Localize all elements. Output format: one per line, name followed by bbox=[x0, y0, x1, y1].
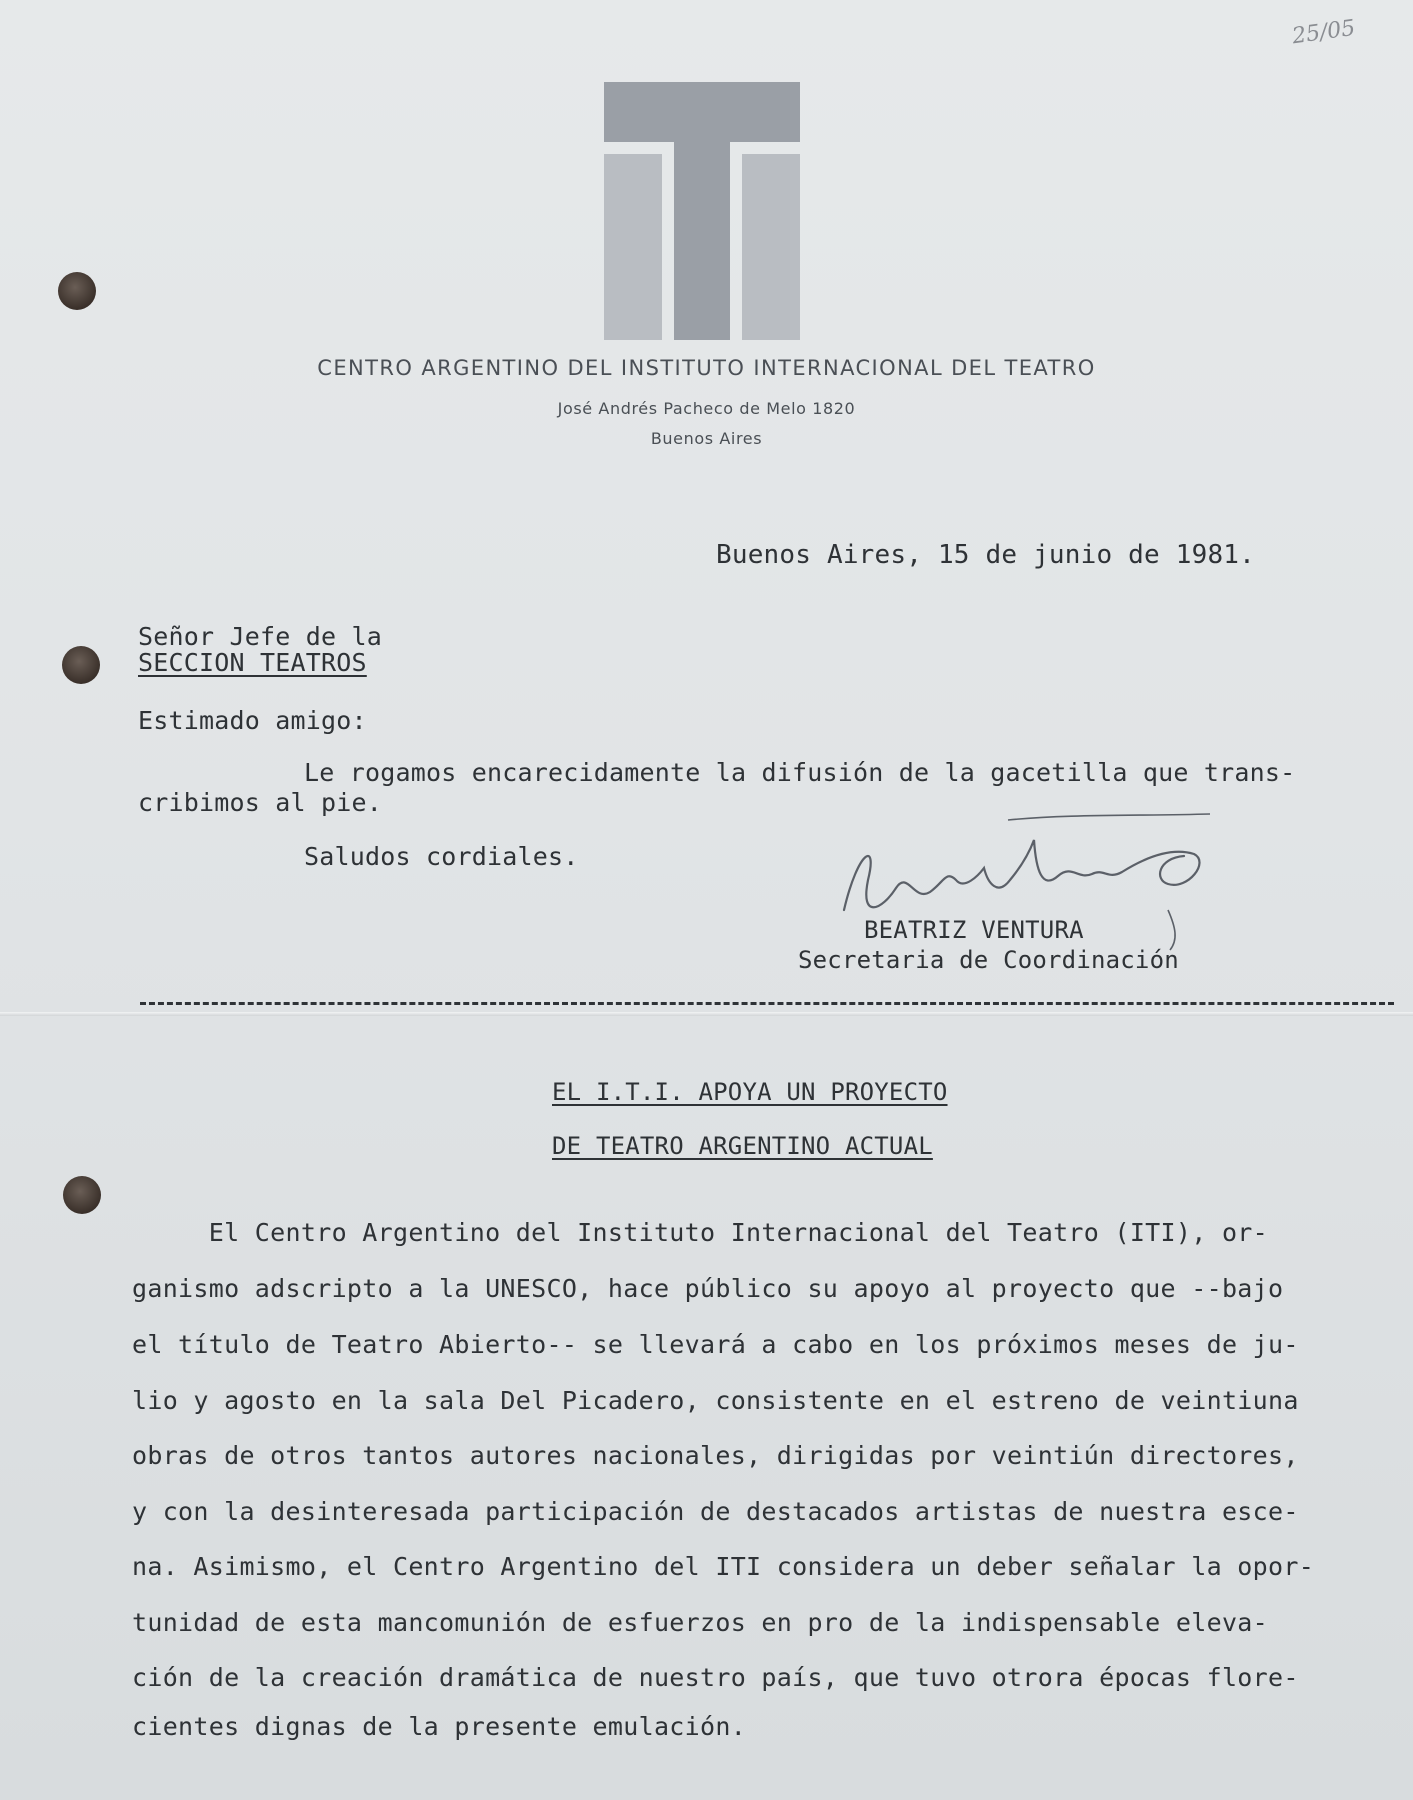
press-release-title-line2: DE TEATRO ARGENTINO ACTUAL bbox=[552, 1132, 933, 1160]
letterhead-city: Buenos Aires bbox=[650, 429, 763, 448]
press-release-line: ganismo adscripto a la UNESCO, hace público su apoyo al proyecto que --bajo bbox=[132, 1274, 1284, 1303]
paper-fold bbox=[0, 1012, 1413, 1016]
letter-body-line2: cribimos al pie. bbox=[138, 788, 383, 817]
iti-logo bbox=[604, 82, 800, 340]
press-release-title-line1: EL I.T.I. APOYA UN PROYECTO bbox=[552, 1078, 948, 1106]
letter-body-line1: Le rogamos encarecidamente la difusión de la gacetilla que trans- bbox=[304, 758, 1296, 787]
recipient-line2: SECCION TEATROS bbox=[138, 648, 367, 677]
punch-hole-bottom bbox=[63, 1176, 101, 1214]
letterhead-organization: CENTRO ARGENTINO DEL INSTITUTO INTERNACIONAL DEL TEATRO bbox=[317, 356, 1096, 380]
signer-title: Secretaria de Coordinación bbox=[798, 946, 1179, 974]
press-release-line: cientes dignas de la presente emulación. bbox=[132, 1712, 747, 1741]
salutation: Estimado amigo: bbox=[138, 706, 367, 735]
letterhead-address: José Andrés Pacheco de Melo 1820 bbox=[557, 399, 856, 418]
press-release-line: tunidad de esta mancomunión de esfuerzos en pro de la indispensable eleva- bbox=[132, 1608, 1268, 1637]
closing: Saludos cordiales. bbox=[304, 842, 579, 871]
press-release-line: el título de Teatro Abierto-- se llevará a cabo en los próximos meses de ju- bbox=[132, 1330, 1299, 1359]
corner-note: 25/05 bbox=[1290, 15, 1357, 50]
punch-hole-middle bbox=[62, 646, 100, 684]
press-release-line: y con la desinteresada participación de destacados artistas de nuestra esce- bbox=[132, 1497, 1299, 1526]
press-release-line: obras de otros tantos autores nacionales, dirigidas por veintiún directores, bbox=[132, 1441, 1299, 1470]
recipient-line1: Señor Jefe de la bbox=[138, 622, 383, 651]
press-release-line: El Centro Argentino del Instituto Internacional del Teatro (ITI), or- bbox=[132, 1218, 1268, 1247]
separator-line bbox=[140, 1002, 1394, 1005]
press-release-line: na. Asimismo, el Centro Argentino del ITI considera un deber señalar la opor- bbox=[132, 1552, 1315, 1581]
punch-hole-top bbox=[58, 272, 96, 310]
signer-name: BEATRIZ VENTURA bbox=[864, 916, 1084, 944]
letter-date: Buenos Aires, 15 de junio de 1981. bbox=[716, 540, 1256, 570]
press-release-line: ción de la creación dramática de nuestro país, que tuvo otrora épocas flore- bbox=[132, 1663, 1299, 1692]
press-release-line: lio y agosto en la sala Del Picadero, consistente en el estreno de veintiuna bbox=[132, 1386, 1299, 1415]
